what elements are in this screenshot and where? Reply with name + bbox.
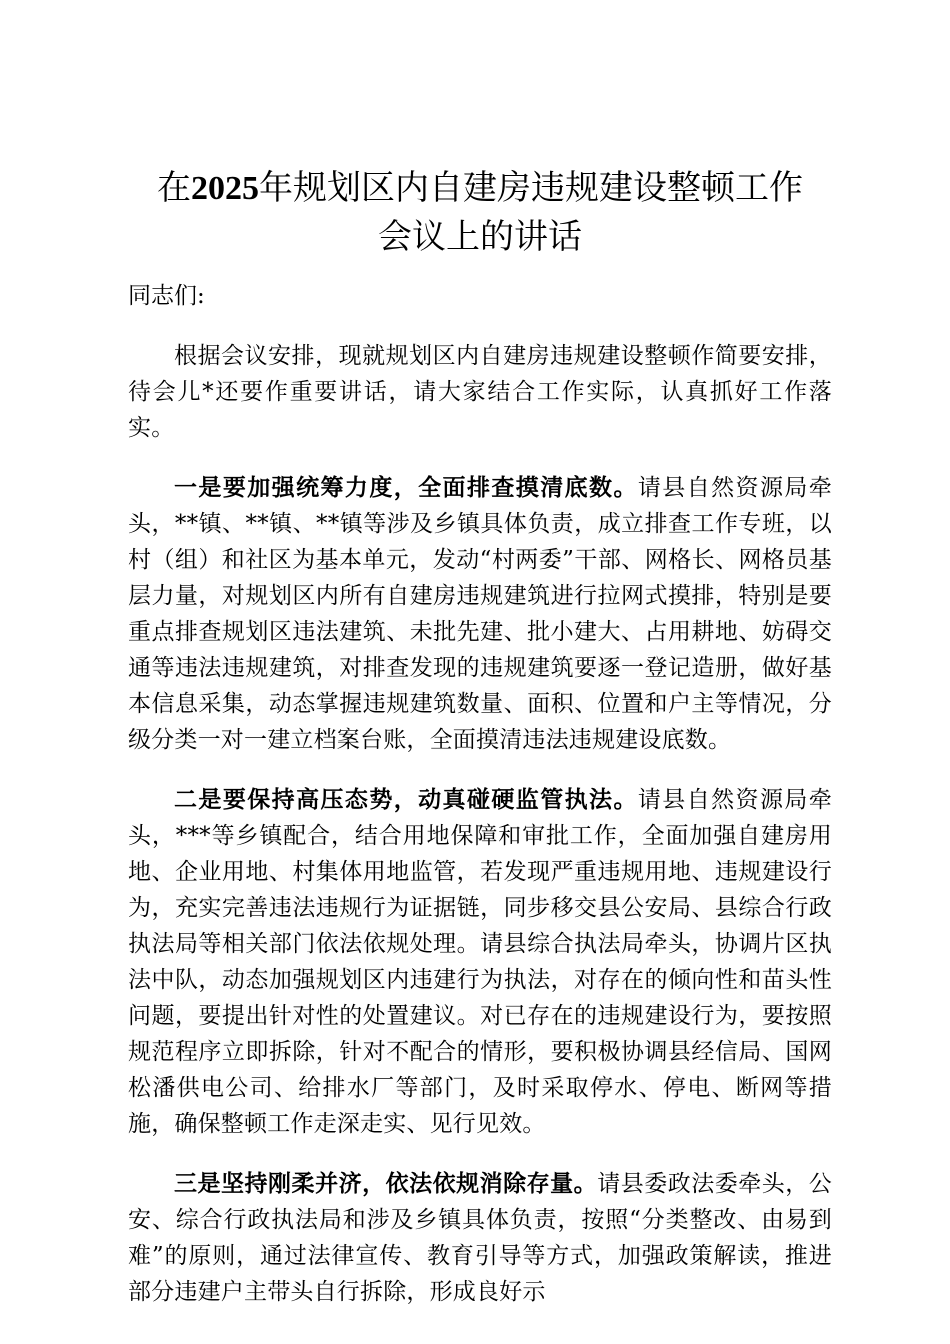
document-title (100, 164, 860, 261)
paragraph-lead: 二是要保持高压态势，动真碰硬监管执法。 (174, 786, 638, 813)
paragraph-lead: 一是要加强统筹力度，全面排查摸清底数。 (174, 474, 638, 501)
title-line-1 (100, 164, 860, 213)
paragraph-text: 请县自然资源局牵头，**镇、**镇、**镇等涉及乡镇具体负责，成立排查工作专班，以村（组）和社区为基本单元，发动“村两委”干部、网格长、网格员基层力量，对规划区内所有自建房违规建筑进行拉网式摸排，特别是要重点排查规划区违法建筑、未批先建、批小建大、占用耕地、妨碍交通等违法违规建筑，对排查发现的违规建筑要逐一登记造册，做好基本信息采集，动态掌握违规建筑数量、面积、位置和户主等情况，分级分类一对一建立档案台账，全面摸清违法违规建设底数。 (128, 475, 832, 753)
paragraph-intro (128, 338, 832, 446)
paragraph-second-point (128, 782, 832, 1142)
document-body (128, 278, 832, 1334)
paragraph-text: 根据会议安排，现就规划区内自建房违规建设整顿作简要安排，待会儿*还要作重要讲话，请大家结合工作实际，认真抓好工作落实。 (128, 343, 832, 441)
paragraph-text: 请县自然资源局牵头，***等乡镇配合，结合用地保障和审批工作，全面加强自建房用地、企业用地、村集体用地监管，若发现严重违规用地、违规建设行为，充实完善违法违规行为证据链，同步移交县公安局、县综合行政执法局等相关部门依法依规处理。请县综合执法局牵头，协调片区执法中队，动态加强规划区内违建行为执法，对存在的倾向性和苗头性问题，要提出针对性的处置建议。对已存在的违规建设行为，要按照规范程序立即拆除，针对不配合的情形，要积极协调县经信局、国网松潘供电公司、给排水厂等部门，及时采取停水、停电、断网等措施，确保整顿工作走深走实、见行见效。 (128, 787, 832, 1137)
title-prefix: 在 (157, 168, 191, 208)
title-year: 2025 (191, 170, 259, 207)
paragraph-first-point (128, 470, 832, 758)
paragraph-third-point (128, 1166, 832, 1310)
title-line-2: 会议上的讲话 (378, 217, 582, 257)
paragraph-lead: 三是坚持刚柔并济，依法依规消除存量。 (174, 1170, 598, 1197)
title-suffix: 年规划区内自建房违规建设整顿工作 (259, 168, 803, 208)
salutation: 同志们: (128, 283, 205, 309)
paragraph-text: 请县委政法委牵头，公安、综合行政执法局和涉及乡镇具体负责，按照“分类整改、由易到难”的原则，通过法律宣传、教育引导等方式，加强政策解读，推进部分违建户主带头自行拆除，形成良好示 (128, 1171, 833, 1305)
